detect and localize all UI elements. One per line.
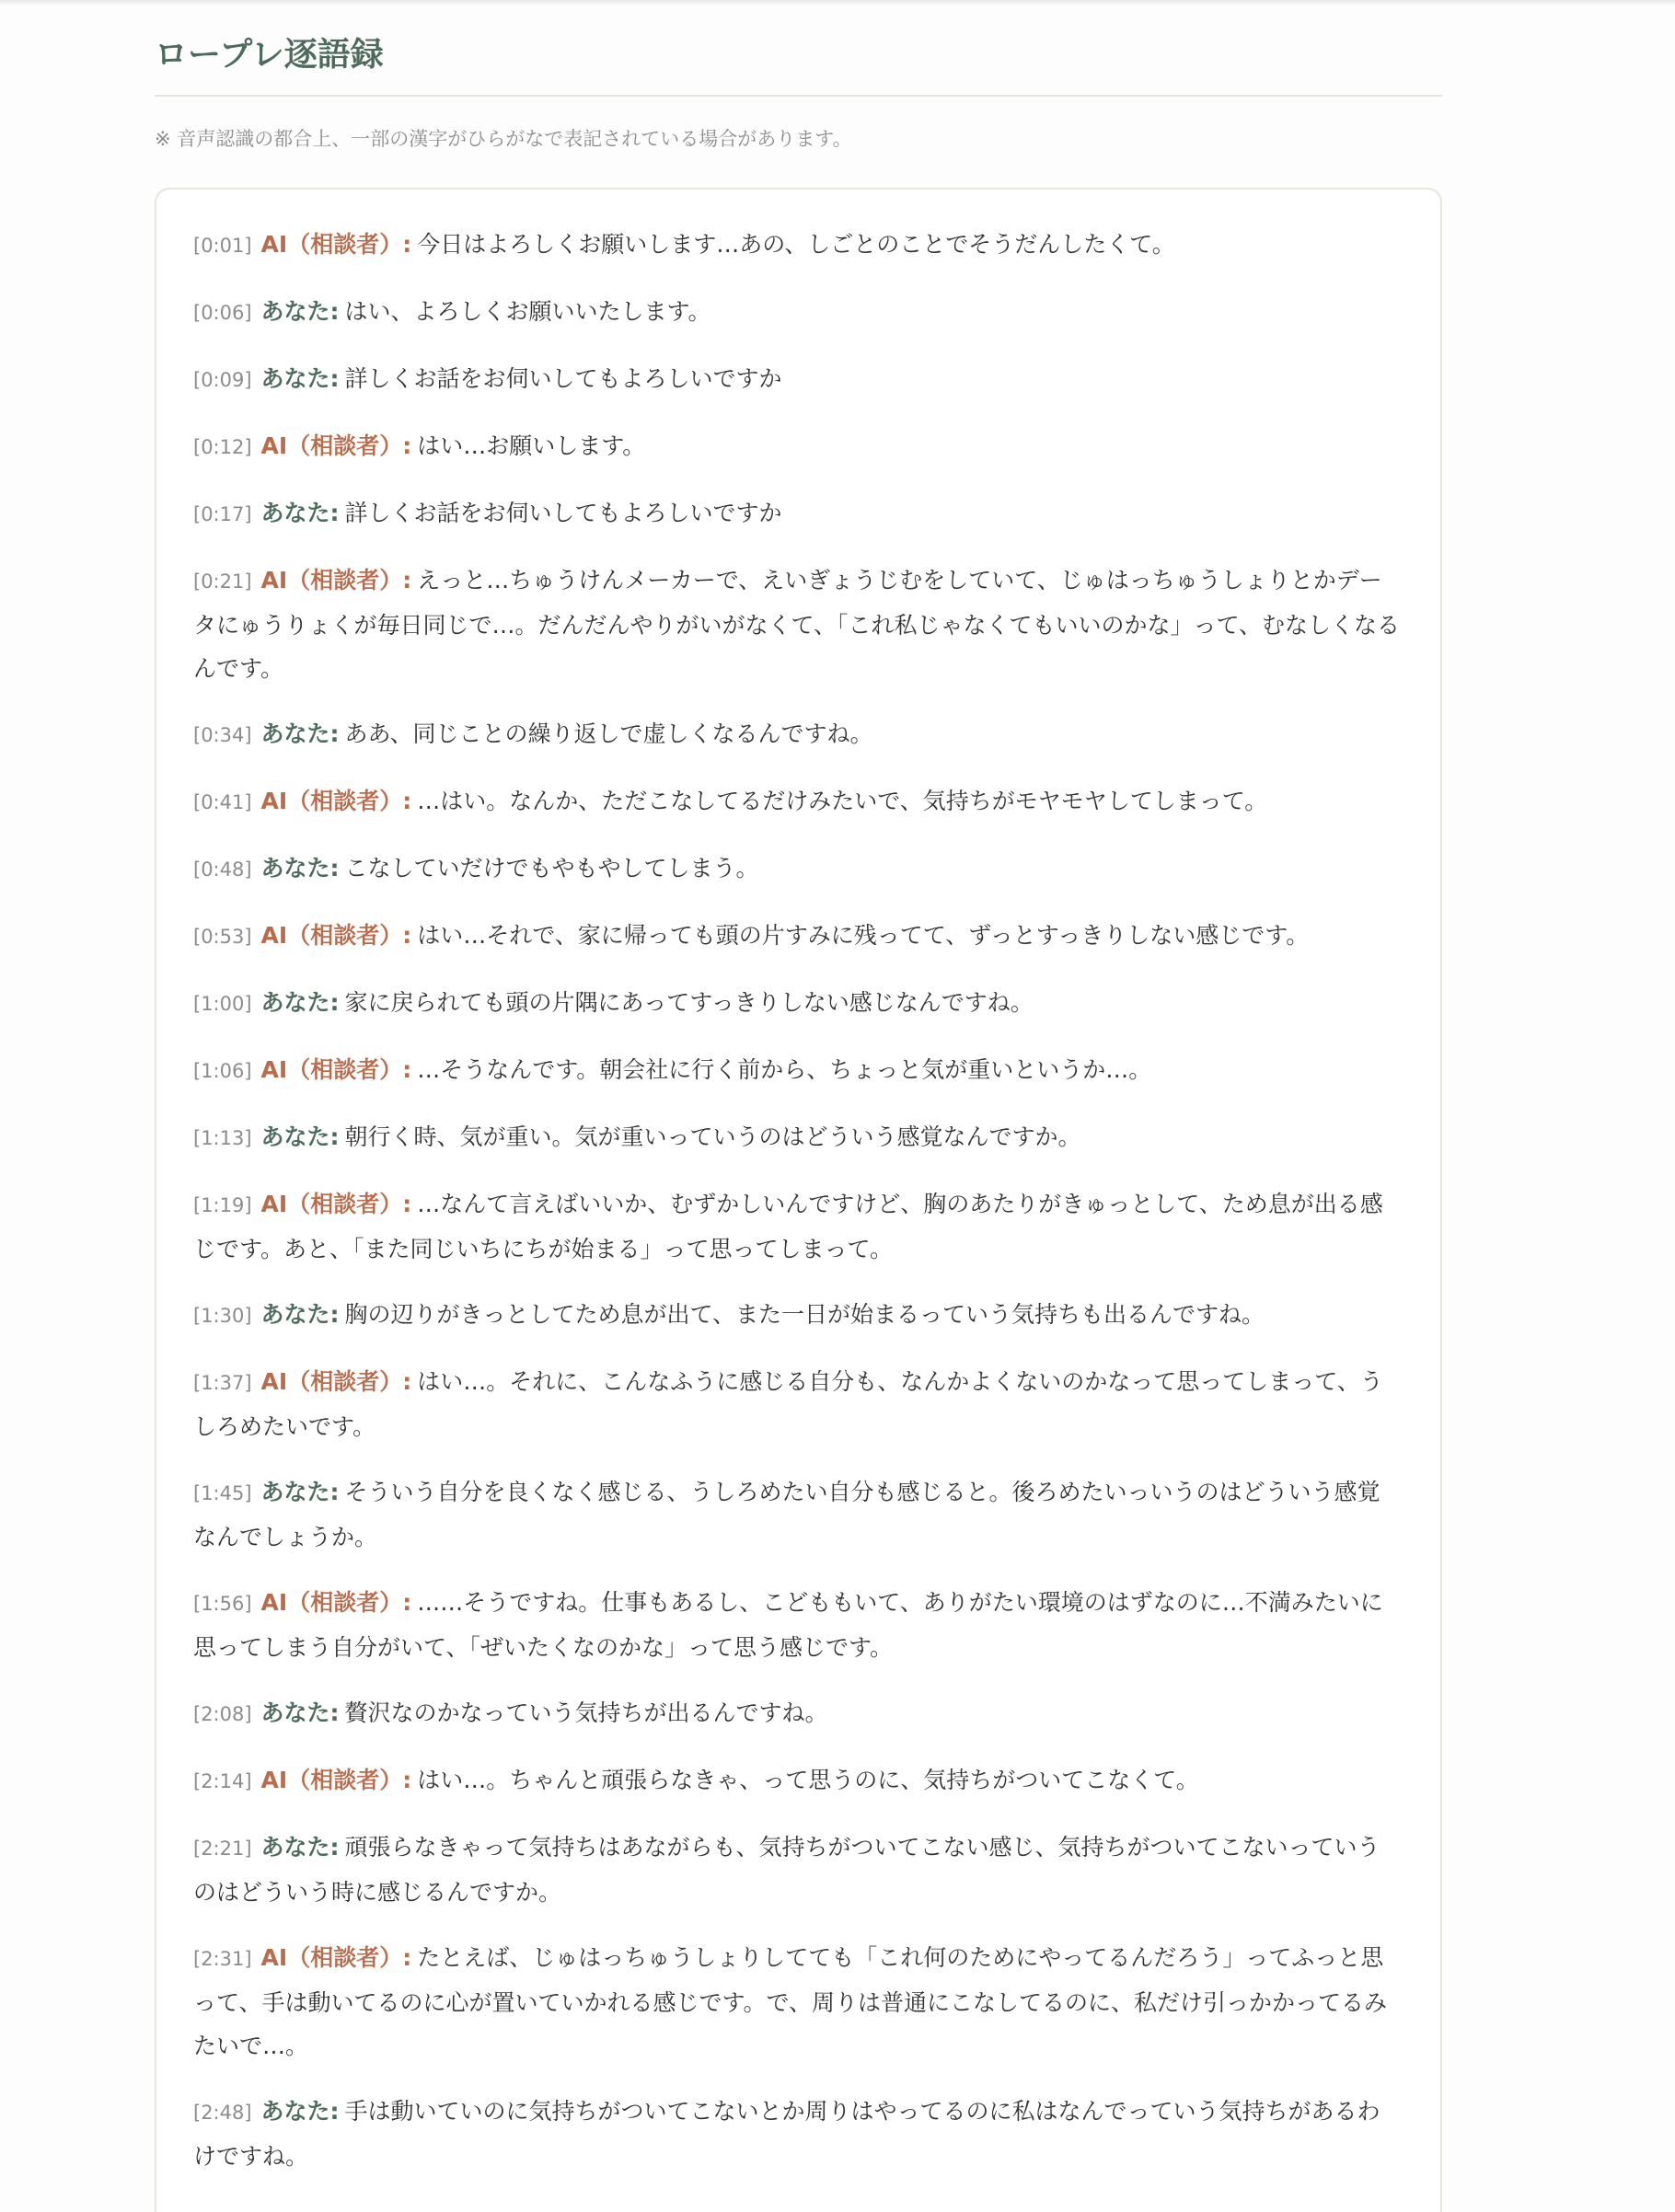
utterance-text: …なんて言えばいいか、むずかしいんですけど、胸のあたりがきゅっとして、ため息が出る感じです。あと、「また同じいちにちが始まる」って思ってしまって。: [193, 1191, 1383, 1262]
utterance-text: 朝行く時、気が重い。気が重いっていうのはどういう感覚なんですか。: [344, 1123, 1081, 1150]
timestamp: [0:17]: [193, 503, 252, 525]
speaker-you-label: あなた:: [260, 1301, 340, 1328]
utterance-text: はい…。それに、こんなふうに感じる自分も、なんかよくないのかなって思ってしまって、うしろめたいです。: [193, 1368, 1383, 1440]
speaker-ai-label: AI（相談者）:: [260, 1589, 412, 1616]
transcript-entry: [193, 914, 1400, 959]
transcript-entry: [193, 1826, 1400, 1914]
utterance-text: 贅沢なのかなっていう気持ちが出るんですね。: [344, 1699, 828, 1726]
speaker-you-label: あなた:: [260, 1834, 340, 1861]
transcript-entry: [193, 357, 1400, 402]
utterance-text: はい…それで、家に帰っても頭の片すみに残ってて、ずっとすっきりしない感じです。: [417, 922, 1310, 949]
utterance-text: こなしていだけでもやもやしてしまう。: [344, 855, 759, 881]
timestamp: [1:56]: [193, 1593, 252, 1615]
speaker-you-label: あなた:: [260, 365, 340, 392]
speaker-ai-label: AI（相談者）:: [260, 1056, 412, 1083]
transcript-entry: [193, 1470, 1400, 1559]
speaker-you-label: あなた:: [260, 1479, 340, 1505]
transcript-entry: [193, 1115, 1400, 1160]
timestamp: [1:00]: [193, 993, 252, 1015]
timestamp: [2:31]: [193, 1948, 252, 1970]
transcript-entry: [193, 847, 1400, 892]
utterance-text: 詳しくお話をお伺いしてもよろしいですか: [344, 365, 782, 392]
utterance-text: 胸の辺りがきっとしてため息が出て、また一日が始まるっていう気持ちも出るんですね。: [344, 1301, 1265, 1328]
utterance-text: 家に戻られても頭の片隅にあってすっきりしない感じなんですね。: [344, 989, 1034, 1016]
transcript-entry: [193, 2090, 1400, 2178]
transcript-entry: [193, 559, 1400, 690]
utterance-text: 手は動いていのに気持ちがついてこないとか周りはやってるのに私はなんでっていう気持ちがあるわけですね。: [193, 2098, 1380, 2170]
transcript-entry: [193, 712, 1400, 757]
utterance-text: はい…。ちゃんと頑張らなきゃ、って思うのに、気持ちがついてこなくて。: [417, 1767, 1199, 1793]
timestamp: [2:48]: [193, 2102, 252, 2124]
transcript-entry: [193, 981, 1400, 1026]
timestamp: [0:48]: [193, 858, 252, 881]
page-title: ロープレ逐語録: [155, 36, 384, 74]
speaker-ai-label: AI（相談者）:: [260, 788, 412, 814]
speaker-ai-label: AI（相談者）:: [260, 231, 412, 258]
speaker-you-label: あなた:: [260, 720, 340, 747]
transcript-entry: [193, 424, 1400, 469]
timestamp: [1:19]: [193, 1194, 252, 1216]
timestamp: [0:21]: [193, 570, 252, 593]
speaker-you-label: あなた:: [260, 855, 340, 881]
timestamp: [1:45]: [193, 1482, 252, 1504]
transcript-card: [155, 188, 1442, 2212]
utterance-text: ああ、同じことの繰り返しで虚しくなるんですね。: [344, 720, 873, 747]
timestamp: [0:34]: [193, 724, 252, 746]
timestamp: [2:14]: [193, 1770, 252, 1792]
transcript-entry: [193, 491, 1400, 536]
speaker-you-label: あなた:: [260, 1699, 340, 1726]
speaker-ai-label: AI（相談者）:: [260, 1767, 412, 1793]
timestamp: [1:06]: [193, 1060, 252, 1082]
title-divider: [155, 95, 1442, 97]
timestamp: [0:01]: [193, 235, 252, 257]
transcript-entry: [193, 1581, 1400, 1669]
utterance-text: はい、よろしくお願いいたします。: [344, 298, 711, 325]
speaker-you-label: あなた:: [260, 2098, 340, 2125]
speaker-ai-label: AI（相談者）:: [260, 1944, 412, 1971]
utterance-text: そういう自分を良くなく感じる、うしろめたい自分も感じると。後ろめたいっいうのはどういう感覚なんでしょうか。: [193, 1479, 1380, 1550]
timestamp: [0:12]: [193, 436, 252, 458]
speaker-you-label: あなた:: [260, 1123, 340, 1150]
utterance-text: えっと…ちゅうけんメーカーで、えいぎょうじむをしていて、じゅはっちゅうしょりとかデータにゅうりょくが毎日同じで…。だんだんやりがいがなくて、「これ私じゃなくてもいいのかな」って、むなしくなるんです。: [193, 567, 1401, 682]
utterance-text: 今日はよろしくお願いします…あの、しごとのことでそうだんしたくて。: [417, 231, 1175, 258]
utterance-text: …そうなんです。朝会社に行く前から、ちょっと気が重いというか…。: [417, 1056, 1152, 1083]
utterance-text: たとえば、じゅはっちゅうしょりしてても「これ何のためにやってるんだろう」ってふっと思って、手は動いてるのに心が置いていかれる感じです。で、周りは普通にこなしてるのに、私だけ引っかかってるみたいで…。: [193, 1944, 1388, 2059]
timestamp: [2:08]: [193, 1703, 252, 1725]
utterance-text: はい…お願いします。: [417, 432, 646, 459]
transcript-entry: [193, 1936, 1400, 2068]
timestamp: [0:41]: [193, 791, 252, 813]
timestamp: [0:09]: [193, 369, 252, 391]
utterance-text: 頑張らなきゃって気持ちはあながらも、気持ちがついてこない感じ、気持ちがついてこないっていうのはどういう時に感じるんですか。: [193, 1834, 1380, 1906]
speaker-ai-label: AI（相談者）:: [260, 432, 412, 459]
speaker-you-label: あなた:: [260, 989, 340, 1016]
transcript-entry: [193, 1048, 1400, 1093]
transcript-entry: [193, 1360, 1400, 1448]
transcript-entry: [193, 1758, 1400, 1803]
speaker-ai-label: AI（相談者）:: [260, 567, 412, 593]
transcript-entry: [193, 1691, 1400, 1736]
utterance-text: ……そうですね。仕事もあるし、こどももいて、ありがたい環境のはずなのに…不満みたいに思ってしまう自分がいて、「ぜいたくなのかな」って思う感じです。: [193, 1589, 1383, 1661]
timestamp: [1:30]: [193, 1305, 252, 1327]
transcript-entry: [193, 1293, 1400, 1338]
utterance-text: 詳しくお話をお伺いしてもよろしいですか: [344, 500, 782, 526]
timestamp: [1:37]: [193, 1372, 252, 1394]
speaker-you-label: あなた:: [260, 298, 340, 325]
speaker-you-label: あなた:: [260, 500, 340, 526]
speaker-ai-label: AI（相談者）:: [260, 1368, 412, 1395]
timestamp: [2:21]: [193, 1838, 252, 1860]
timestamp: [0:53]: [193, 926, 252, 948]
transcript-page: [155, 0, 1442, 2212]
transcript-entry: [193, 779, 1400, 824]
speech-recognition-notice: ※ 音声認識の都合上、一部の漢字がひらがなで表記されている場合があります。: [155, 128, 852, 150]
speaker-ai-label: AI（相談者）:: [260, 922, 412, 949]
utterance-text: …はい。なんか、ただこなしてるだけみたいで、気持ちがモヤモヤしてしまって。: [417, 788, 1268, 814]
speaker-ai-label: AI（相談者）:: [260, 1191, 412, 1217]
timestamp: [1:13]: [193, 1127, 252, 1149]
transcript-entry: [193, 223, 1400, 268]
transcript-entry: [193, 290, 1400, 335]
timestamp: [0:06]: [193, 302, 252, 324]
transcript-entry: [193, 1182, 1400, 1271]
